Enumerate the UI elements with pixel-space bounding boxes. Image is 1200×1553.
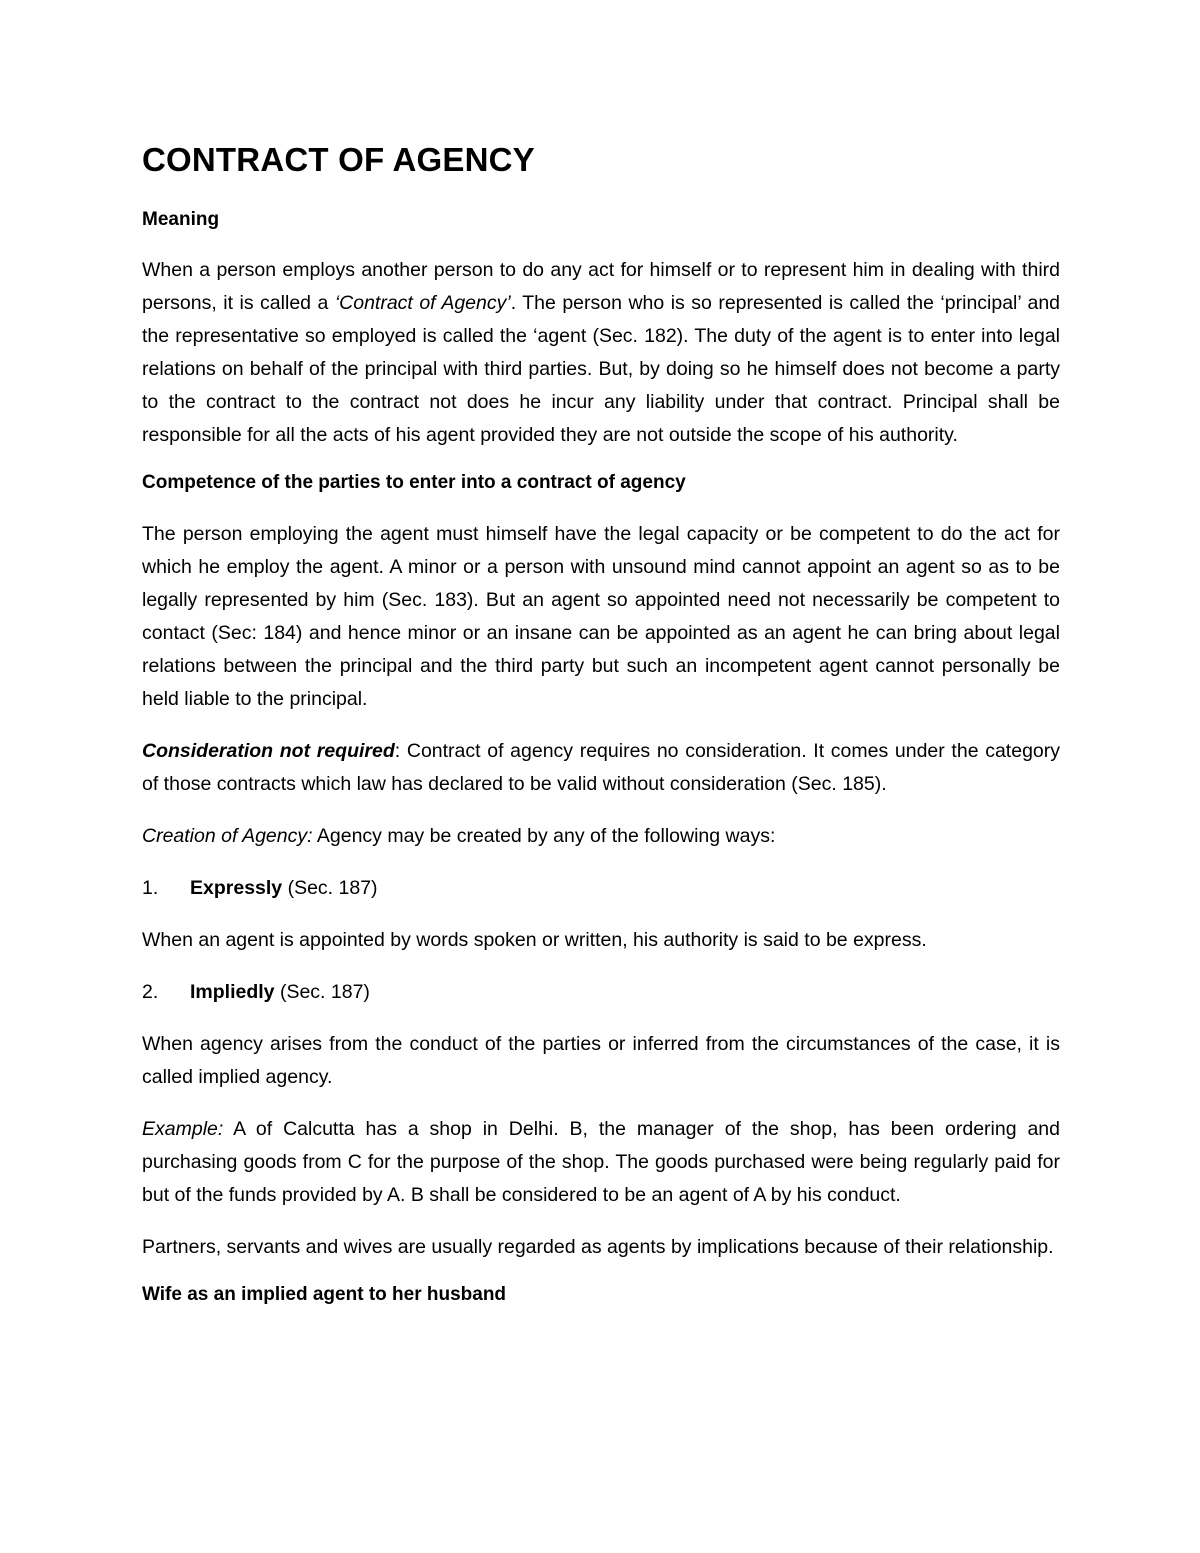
document-page — [142, 140, 1060, 1330]
creation-paragraph — [142, 820, 1060, 853]
creation-label: Creation of Agency: — [142, 824, 313, 847]
document-title: CONTRACT OF AGENCY — [142, 141, 535, 178]
list-item-impliedly — [142, 976, 1060, 1009]
partners-paragraph: Partners, servants and wives are usually regarded as agents by implications because of their relationship. — [142, 1235, 1054, 1258]
example-text: A of Calcutta has a shop in Delhi. B, the manager of the shop, has been ordering and purchasing goods from C for the purpose of the shop. The goods purchased were being regularly paid for but of the funds provided by A. B shall be considered to be an agent of A by his conduct. — [142, 1117, 1060, 1206]
example-label: Example: — [142, 1117, 224, 1140]
meaning-paragraph — [142, 254, 1060, 452]
consideration-label: Consideration not required — [142, 739, 395, 762]
list-item-title — [190, 976, 370, 1009]
example-paragraph — [142, 1113, 1060, 1212]
expressly-description: When an agent is appointed by words spoken or written, his authority is said to be express. — [142, 928, 927, 951]
creation-text: Agency may be created by any of the following ways: — [312, 824, 776, 847]
meaning-text: When a person employs another person to do any act for himself or to represent him in dealing with third persons, it is called a — [142, 259, 1060, 315]
expressly-label: Expressly — [190, 876, 283, 899]
competence-paragraph: The person employing the agent must himself have the legal capacity or be competent to do the act for which he employ the agent. A minor or a person with unsound mind cannot appoint an agent so as to be legally represented by him (Sec. 183). But an agent so appointed need not necessarily be competent to contact (Sec: 184) and hence minor or an insane can be appointed as an agent he can bring about legal relations between the principal and the third party but such an incompetent agent cannot personally be held liable to the principal. — [142, 522, 1060, 710]
list-item-expressly — [142, 872, 1060, 905]
expressly-section: (Sec. 187) — [282, 876, 378, 899]
consideration-paragraph — [142, 735, 1060, 801]
list-item-title — [190, 872, 378, 905]
meaning-text-rest: . The person who is so represented is called the ‘principal’ and the representative so employed is called the ‘agent (Sec. 182). The duty of the agent is to enter into legal relations on behalf of the principal with third parties. But, by doing so he himself does not become a party to the contract to the contract not does he incur any liability under that contract. Principal shall be responsible for all the acts of his agent provided they are not outside the scope of his authority. — [142, 292, 1061, 447]
competence-heading: Competence of the parties to enter into a contract of agency — [142, 472, 686, 494]
list-number: 1. — [142, 876, 159, 899]
contract-of-agency-term: ‘Contract of Agency’ — [334, 292, 511, 315]
consideration-text: : Contract of agency requires no consideration. It comes under the category of those contracts which law has declared to be valid without consideration (Sec. 185). — [142, 739, 1060, 795]
list-number: 2. — [142, 980, 159, 1003]
wife-heading: Wife as an implied agent to her husband — [142, 1283, 507, 1305]
impliedly-description: When agency arises from the conduct of the parties or inferred from the circumstances of the case, it is called implied agency. — [142, 1032, 1060, 1088]
impliedly-label: Impliedly — [190, 980, 275, 1003]
meaning-heading: Meaning — [142, 208, 220, 230]
impliedly-section: (Sec. 187) — [274, 980, 370, 1003]
